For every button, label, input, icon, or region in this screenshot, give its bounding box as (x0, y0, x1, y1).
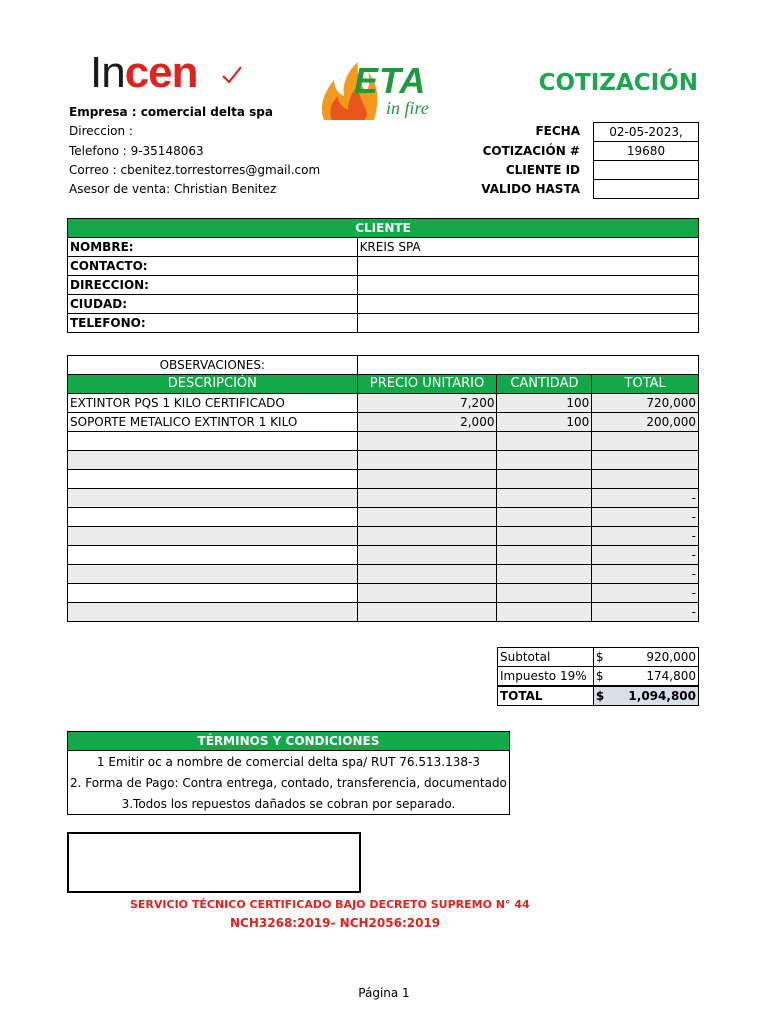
table-row (68, 470, 699, 489)
item-quantity: 100 (497, 394, 592, 413)
cotizacion-value: 19680 (593, 141, 699, 161)
column-header-total: TOTAL (592, 375, 699, 394)
item-quantity (497, 508, 592, 527)
company-email: Correo : cbenitez.torrestorres@gmail.com (69, 163, 321, 177)
check-icon (221, 64, 243, 86)
item-quantity (497, 489, 592, 508)
observaciones-value (357, 356, 698, 375)
company-name: Empresa : comercial delta spa (69, 105, 273, 119)
table-row (68, 603, 699, 622)
terms-line: 1 Emitir oc a nombre de comercial delta spa/ RUT 76.513.138-3 (68, 751, 510, 773)
client-heading: CLIENTE (68, 219, 699, 238)
item-quantity (497, 432, 592, 451)
item-unit-price (357, 508, 497, 527)
table-row: NOMBRE: KREIS SPA (68, 238, 699, 257)
table-row (68, 508, 699, 527)
item-description (68, 451, 358, 470)
column-header-cantidad: CANTIDAD (497, 375, 592, 394)
total-label: TOTAL (498, 686, 594, 706)
item-unit-price (357, 451, 497, 470)
terms-line: 2. Forma de Pago: Contra entrega, contado, transferencia, documentado (68, 772, 510, 793)
item-unit-price (357, 603, 497, 622)
item-total: - (592, 489, 699, 508)
valido-hasta-value (593, 179, 699, 199)
table-row: TELEFONO: (68, 314, 699, 333)
item-quantity (497, 470, 592, 489)
certification-line: SERVICIO TÉCNICO CERTIFICADO BAJO DECRETO SUPREMO N° 44 (130, 898, 530, 911)
item-unit-price: 7,200 (357, 394, 497, 413)
item-quantity (497, 527, 592, 546)
item-description (68, 470, 358, 489)
eta-logo-text: ETA (354, 60, 427, 101)
observaciones-label: OBSERVACIONES: (68, 356, 358, 375)
subtotal-value: 920,000 (613, 648, 698, 667)
table-row: CONTACTO: (68, 257, 699, 276)
item-description (68, 584, 358, 603)
table-row (68, 451, 699, 470)
currency-symbol: $ (593, 648, 613, 667)
subtotal-label: Subtotal (498, 648, 594, 667)
item-unit-price (357, 565, 497, 584)
client-table (67, 218, 699, 333)
item-total: 720,000 (592, 394, 699, 413)
currency-symbol: $ (593, 686, 613, 706)
company-address: Direccion : (69, 124, 133, 138)
total-value: 1,094,800 (613, 686, 698, 706)
item-total: - (592, 508, 699, 527)
item-quantity (497, 603, 592, 622)
impuesto-value: 174,800 (613, 667, 698, 687)
item-total: 200,000 (592, 413, 699, 432)
table-row (68, 584, 699, 603)
item-total: - (592, 565, 699, 584)
table-row: CIUDAD: (68, 295, 699, 314)
item-description (68, 565, 358, 584)
item-unit-price (357, 489, 497, 508)
item-quantity (497, 546, 592, 565)
fecha-label: FECHA (535, 124, 580, 138)
table-row (68, 565, 699, 584)
item-unit-price (357, 584, 497, 603)
table-row (68, 527, 699, 546)
item-description (68, 508, 358, 527)
company-phone: Telefono : 9-35148063 (69, 144, 204, 158)
table-row (68, 432, 699, 451)
incen-logo: Incen (90, 48, 198, 97)
valido-hasta-label: VALIDO HASTA (481, 182, 580, 196)
item-description (68, 546, 358, 565)
eta-logo-subtext: in fire (386, 98, 429, 118)
column-header-descripcion: DESCRIPCIÓN (68, 375, 358, 394)
item-quantity: 100 (497, 413, 592, 432)
terms-line: 3.Todos los repuestos dañados se cobran por separado. (68, 793, 510, 815)
item-unit-price (357, 527, 497, 546)
item-description (68, 432, 358, 451)
currency-symbol: $ (593, 667, 613, 687)
table-row: DIRECCION: (68, 276, 699, 295)
item-description: EXTINTOR PQS 1 KILO CERTIFICADO (68, 394, 358, 413)
column-header-precio: PRECIO UNITARIO (357, 375, 497, 394)
item-unit-price: 2,000 (357, 413, 497, 432)
sales-advisor: Asesor de venta: Christian Benitez (69, 182, 277, 196)
item-unit-price (357, 546, 497, 565)
table-row (68, 546, 699, 565)
item-quantity (497, 451, 592, 470)
signature-box (67, 832, 361, 893)
item-description (68, 603, 358, 622)
item-unit-price (357, 432, 497, 451)
norm-codes: NCH3268:2019- NCH2056:2019 (230, 916, 441, 930)
item-total (592, 451, 699, 470)
terms-table (67, 731, 510, 815)
page-number: Página 1 (358, 986, 410, 1000)
impuesto-label: Impuesto 19% (498, 667, 594, 687)
item-total: - (592, 584, 699, 603)
items-table (67, 355, 699, 622)
item-description (68, 527, 358, 546)
item-total (592, 432, 699, 451)
fecha-value: 02-05-2023, (593, 122, 699, 142)
item-quantity (497, 565, 592, 584)
item-quantity (497, 584, 592, 603)
item-total (592, 470, 699, 489)
item-total: - (592, 527, 699, 546)
table-row (68, 394, 699, 413)
table-row (68, 489, 699, 508)
document-title: COTIZACIÓN (538, 70, 698, 96)
item-unit-price (357, 470, 497, 489)
totals-table (497, 647, 699, 706)
table-row (68, 413, 699, 432)
terms-heading: TÉRMINOS Y CONDICIONES (68, 732, 510, 751)
item-total: - (592, 603, 699, 622)
cliente-id-label: CLIENTE ID (505, 163, 580, 177)
cotizacion-label: COTIZACIÓN # (482, 144, 580, 158)
item-description (68, 489, 358, 508)
cliente-id-value (593, 160, 699, 180)
item-description: SOPORTE METALICO EXTINTOR 1 KILO (68, 413, 358, 432)
item-total: - (592, 546, 699, 565)
